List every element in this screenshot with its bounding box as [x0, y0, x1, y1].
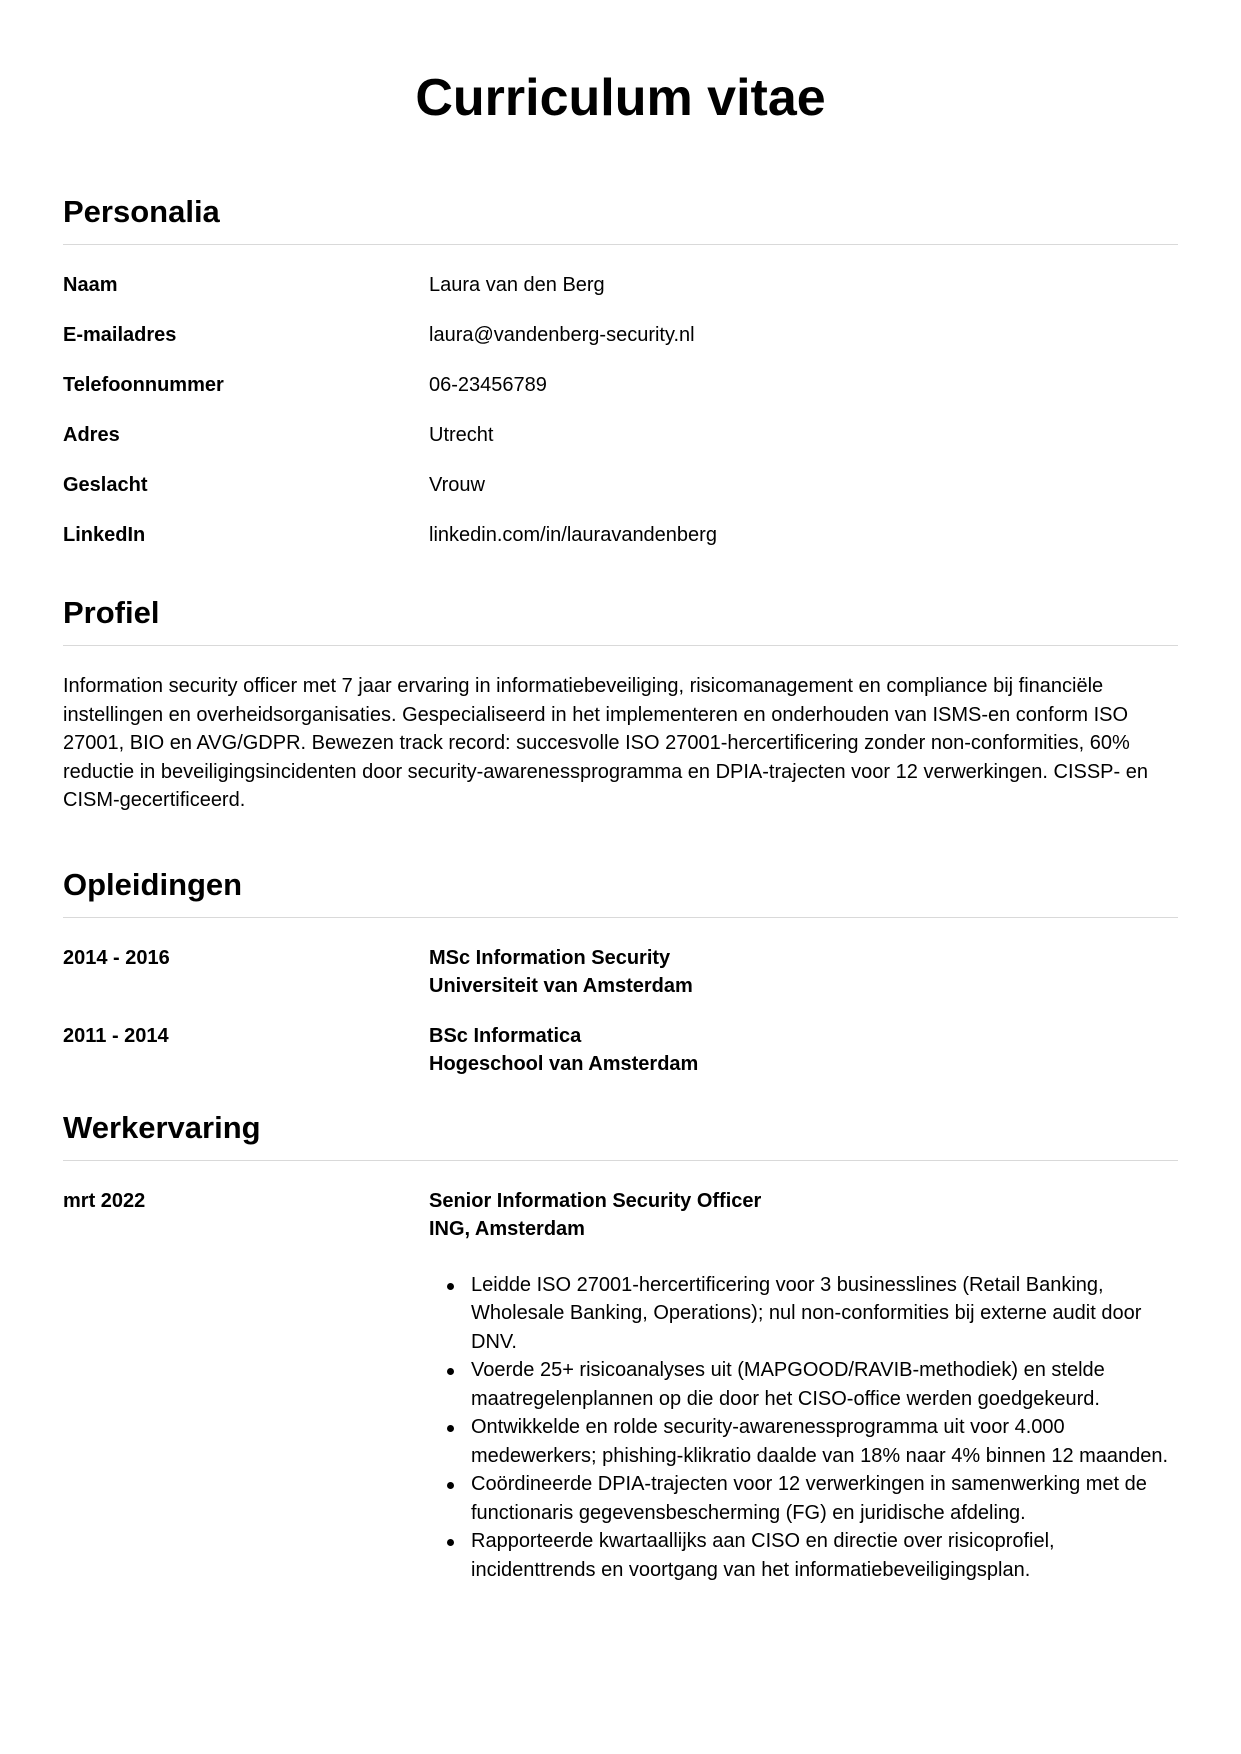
work-item: [63, 1187, 1178, 1585]
personalia-row-naam: [63, 271, 1178, 321]
section-heading-personalia: Personalia: [63, 192, 1178, 245]
profile-text: Information security officer met 7 jaar ervaring in informatiebeveiliging, risicomanagement en compliance bij financiële instellingen en overheidsorganisaties. Gespecialiseerd in het implementeren en onderhouden van ISMS-en conform ISO 27001, BIO en AVG/GDPR. Bewezen track record: succesvolle ISO 27001-hercertificering zonder non-conformities, 60% reductie in beveiligingsincidenten door security-awarenessprogramma en DPIA-trajecten voor 12 verwerkingen. CISSP- en CISM-gecertificeerd.: [63, 675, 1148, 811]
list-item: Ontwikkelde en rolde security-awarenessprogramma uit voor 4.000 medewerkers; phishing-klikratio daalde van 18% naar 4% binnen 12 maanden.: [471, 1413, 1178, 1470]
work-details: [429, 1187, 1178, 1585]
section-heading-opleidingen: Opleidingen: [63, 865, 1178, 918]
field-value: linkedin.com/in/lauravandenberg: [429, 524, 717, 546]
education-degree: BSc Informatica: [429, 1024, 582, 1047]
field-label: Adres: [63, 424, 120, 446]
personalia-row-linkedin: [63, 521, 1178, 571]
work-role: Senior Information Security Officer: [429, 1189, 762, 1212]
personalia-row-email: [63, 321, 1178, 371]
personalia-row-adres: [63, 421, 1178, 471]
list-item: Voerde 25+ risicoanalyses uit (MAPGOOD/RAVIB-methodiek) en stelde maatregelenplannen op die door het CISO-office werden goedgekeurd.: [471, 1356, 1178, 1413]
education-period: 2011 - 2014: [63, 1024, 169, 1047]
education-institution: Hogeschool van Amsterdam: [429, 1052, 699, 1075]
education-period: 2014 - 2016: [63, 946, 170, 969]
section-profiel: [63, 593, 1178, 815]
education-institution: Universiteit van Amsterdam: [429, 974, 693, 997]
education-degree: MSc Information Security: [429, 946, 671, 969]
field-value: Utrecht: [429, 424, 494, 446]
personalia-list: [63, 245, 1178, 571]
field-label: E-mailadres: [63, 324, 177, 346]
education-item: [63, 1022, 1178, 1078]
personalia-row-geslacht: [63, 471, 1178, 521]
work-list: [63, 1161, 1178, 1585]
field-value: Laura van den Berg: [429, 274, 605, 296]
work-achievements-list: [429, 1271, 1178, 1585]
field-label: Telefoonnummer: [63, 374, 224, 396]
field-value: laura@vandenberg-security.nl: [429, 324, 695, 346]
field-label: LinkedIn: [63, 524, 146, 546]
field-label: Naam: [63, 274, 118, 296]
list-item: Coördineerde DPIA-trajecten voor 12 verwerkingen in samenwerking met de functionaris gegevensbescherming (FG) en juridische afdeling.: [471, 1470, 1178, 1527]
work-employer: ING, Amsterdam: [429, 1217, 585, 1240]
field-value: 06-23456789: [429, 374, 547, 396]
section-opleidingen: [63, 865, 1178, 1078]
education-details: [429, 1022, 1178, 1078]
list-item: Rapporteerde kwartaallijks aan CISO en directie over risicoprofiel, incidenttrends en voortgang van het informatiebeveiligingsplan.: [471, 1527, 1178, 1584]
section-heading-werkervaring: Werkervaring: [63, 1108, 1178, 1161]
document-title: Curriculum vitae: [415, 69, 826, 127]
field-value: Vrouw: [429, 474, 485, 496]
education-details: [429, 944, 1178, 1000]
personalia-row-telefoon: [63, 371, 1178, 421]
work-period: mrt 2022: [63, 1189, 146, 1212]
education-list: [63, 918, 1178, 1078]
field-label: Geslacht: [63, 474, 148, 496]
education-item: [63, 944, 1178, 1000]
section-personalia: [63, 192, 1178, 571]
section-heading-profiel: Profiel: [63, 593, 1178, 646]
section-werkervaring: [63, 1108, 1178, 1585]
list-item: Leidde ISO 27001-hercertificering voor 3 businesslines (Retail Banking, Wholesale Banking, Operations); nul non-conformities bij externe audit door DNV.: [471, 1271, 1178, 1357]
